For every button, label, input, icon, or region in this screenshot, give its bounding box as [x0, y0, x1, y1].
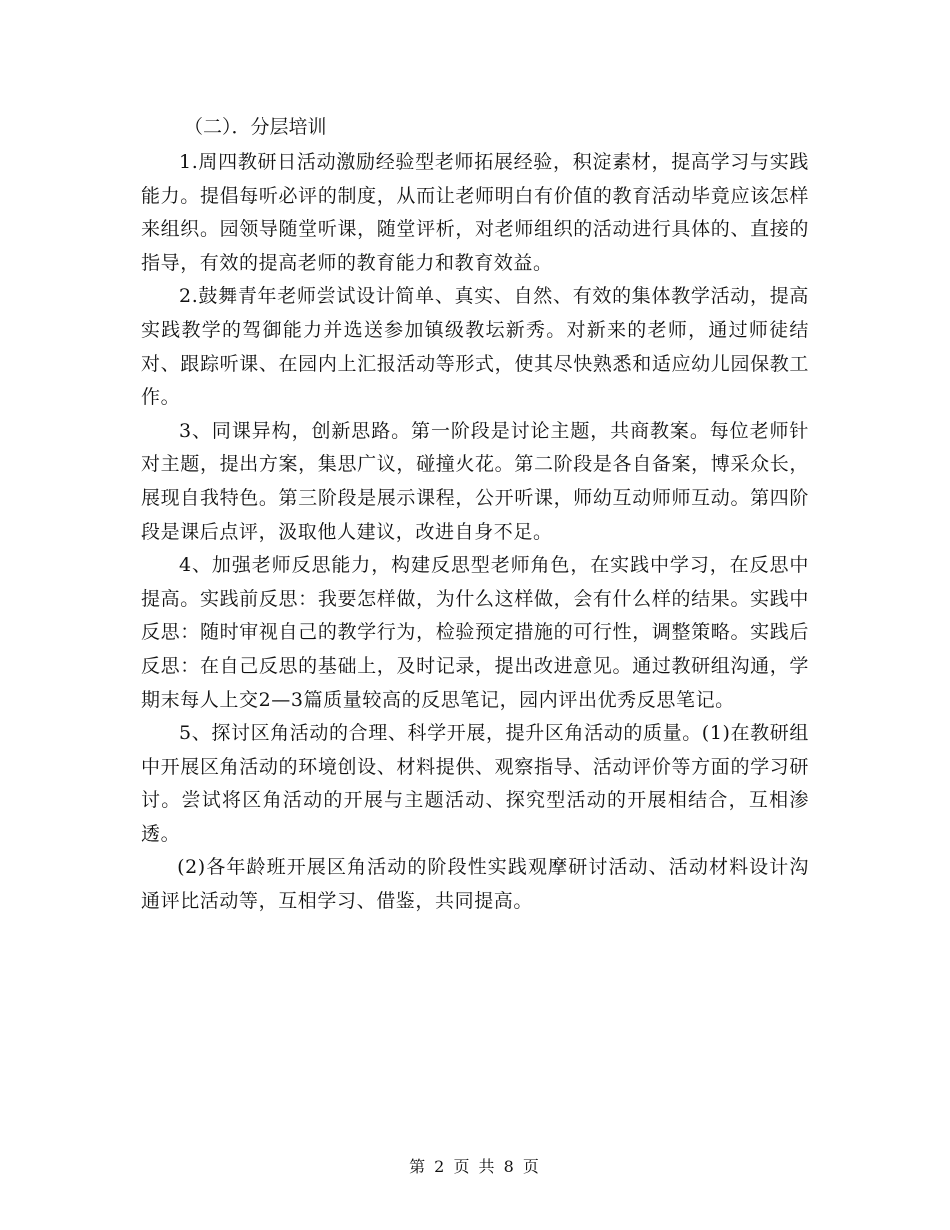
paragraph-5: 5、探讨区角活动的合理、科学开展，提升区角活动的质量。(1)在教研组中开展区角活动的环境创设、材料提供、观察指导、活动评价等方面的学习研讨。尝试将区角活动的开展与主题活动、探究型活动的开展相结合，互相渗透。 — [141, 722, 809, 845]
body-text — [141, 146, 809, 919]
paragraph-4: 4、加强老师反思能力，构建反思型老师角色，在实践中学习，在反思中提高。实践前反思：我要怎样做，为什么这样做，会有什么样的结果。实践中反思：随时审视自己的教学行为，检验预定措施的可行性，调整策略。实践后反思：在自己反思的基础上，及时记录，提出改进意见。通过教研组沟通，学期末每人上交2—3篇质量较高的反思笔记，园内评出优秀反思笔记。 — [141, 554, 809, 711]
paragraph-6: (2)各年龄班开展区角活动的阶段性实践观摩研讨活动、活动材料设计沟通评比活动等，互相学习、借鉴，共同提高。 — [141, 856, 809, 913]
section-heading: （二）．分层培训 — [184, 116, 327, 138]
paragraph-1: 1.周四教研日活动激励经验型老师拓展经验，积淀素材，提高学习与实践能力。提倡每听必评的制度，从而让老师明白有价值的教育活动毕竟应该怎样来组织。园领导随堂听课，随堂评析，对老师组织的活动进行具体的、直接的指导，有效的提高老师的教育能力和教育效益。 — [141, 151, 809, 274]
page-number-footer: 第 2 页 共 8 页 — [409, 1157, 541, 1176]
paragraph-2: 2.鼓舞青年老师尝试设计简单、真实、自然、有效的集体教学活动，提高实践教学的驾御能力并选送参加镇级教坛新秀。对新来的老师，通过师徒结对、跟踪听课、在园内上汇报活动等形式，使其尽快熟悉和适应幼儿园保教工作。 — [141, 285, 809, 409]
paragraph-3: 3、同课异构，创新思路。第一阶段是讨论主题，共商教案。每位老师针对主题，提出方案，集思广议，碰撞火花。第二阶段是各自备案，博采众长，展现自我特色。第三阶段是展示课程，公开听课，师幼互动师师互动。第四阶段是课后点评，汲取他人建议，改进自身不足。 — [141, 419, 809, 543]
